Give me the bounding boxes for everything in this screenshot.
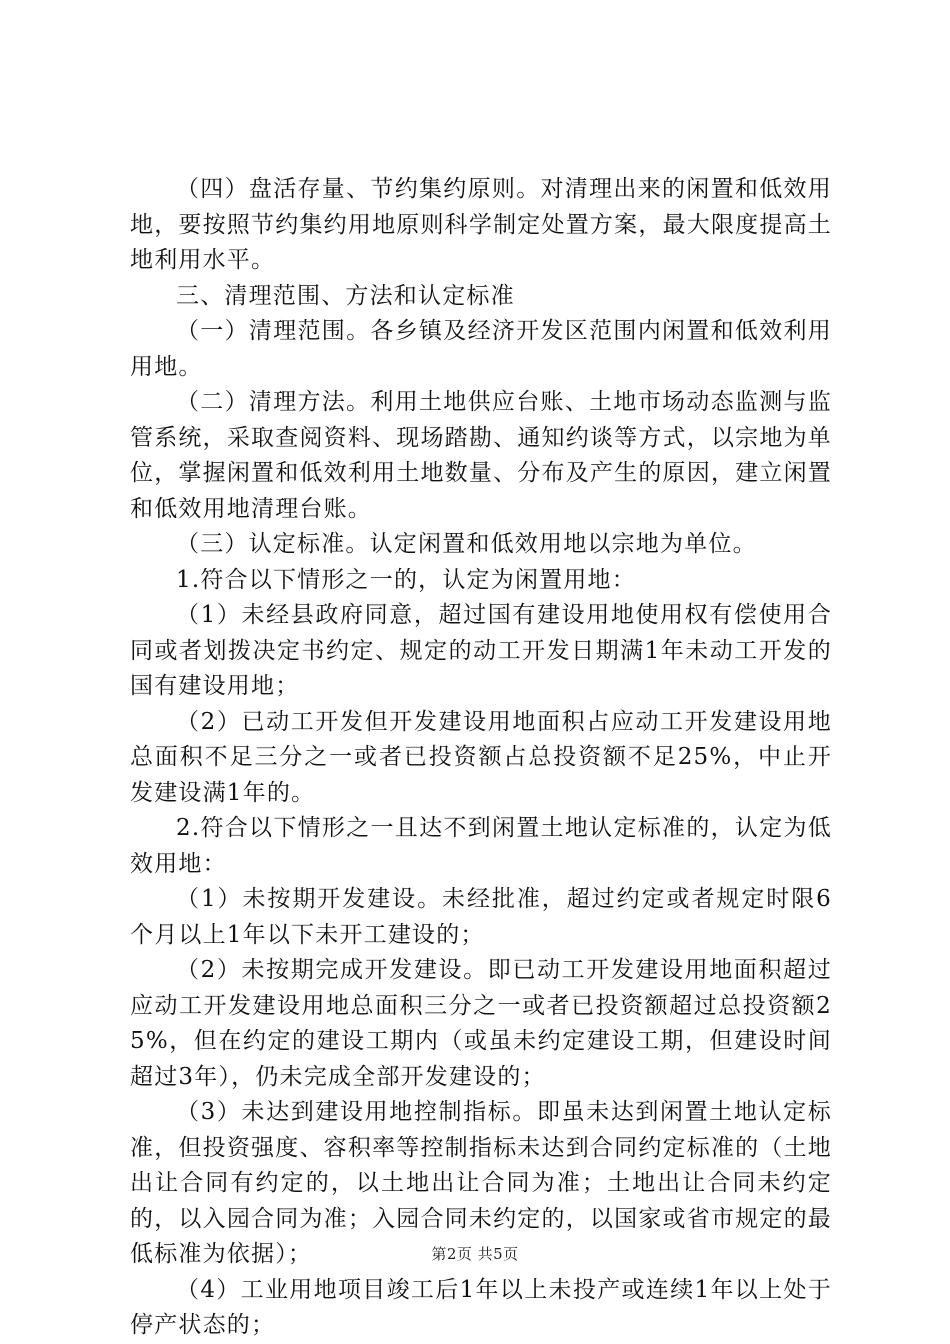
document-body bbox=[130, 172, 832, 1344]
section-heading-3: 三、清理范围、方法和认定标准 bbox=[176, 282, 515, 309]
paragraph-idle-land-item-2: （2）已动工开发但开发建设用地面积占应动工开发建设用地总面积不足三分之一或者已投资额占总投资额不足25%，中止开发建设满1年的。 bbox=[130, 708, 832, 806]
paragraph-idle-land-item-1: （1）未经县政府同意，超过国有建设用地使用权有偿使用合同或者划拨决定书约定、规定的动工开发日期满1年未动工开发的国有建设用地； bbox=[130, 602, 832, 699]
paragraph-idle-land-intro: 1.符合以下情形之一的，认定为闲置用地： bbox=[176, 566, 636, 593]
paragraph-inefficient-land-item-1: （1）未按期开发建设。未经批准，超过约定或者规定时限6个月以上1年以下未开工建设的； bbox=[130, 886, 832, 948]
paragraph-inefficient-land-item-2: （2）未按期完成开发建设。即已动工开发建设用地面积超过应动工开发建设用地总面积三分之一或者已投资额超过总投资额25%，但在约定的建设工期内（或虽未约定建设工期，但建设时间超过3年），仍未完成全部开发建设的； bbox=[130, 957, 832, 1090]
paragraph-inefficient-land-item-4: （4）工业用地项目竣工后1年以上未投产或连续1年以上处于停产状态的； bbox=[130, 1276, 832, 1338]
paragraph-standard: （三）认定标准。认定闲置和低效用地以宗地为单位。 bbox=[176, 531, 757, 557]
paragraph-scope: （一）清理范围。各乡镇及经济开发区范围内闲置和低效利用用地。 bbox=[130, 318, 832, 380]
paragraph-inefficient-land-intro: 2.符合以下情形之一且达不到闲置土地认定标准的，认定为低效用地： bbox=[130, 815, 832, 877]
paragraph-method: （二）清理方法。利用土地供应台账、土地市场动态监测与监管系统，采取查阅资料、现场踏勘、通知约谈等方式，以宗地为单位，掌握闲置和低效利用土地数量、分布及产生的原因，建立闲置和低效用地清理台账。 bbox=[130, 389, 832, 522]
page-number-footer: 第2页 共5页 bbox=[431, 1245, 519, 1263]
paragraph-inefficient-land-item-3: （3）未达到建设用地控制指标。即虽未达到闲置土地认定标准，但投资强度、容积率等控制指标未达到合同约定标准的（土地出让合同有约定的，以土地出让合同为准；土地出让合同未约定的，以入园合同为准；入园合同未约定的，以国家或省市规定的最低标准为依据）； bbox=[130, 1099, 832, 1267]
paragraph-principle-4: （四）盘活存量、节约集约原则。对清理出来的闲置和低效用地，要按照节约集约用地原则科学制定处置方案，最大限度提高土地利用水平。 bbox=[130, 176, 832, 273]
